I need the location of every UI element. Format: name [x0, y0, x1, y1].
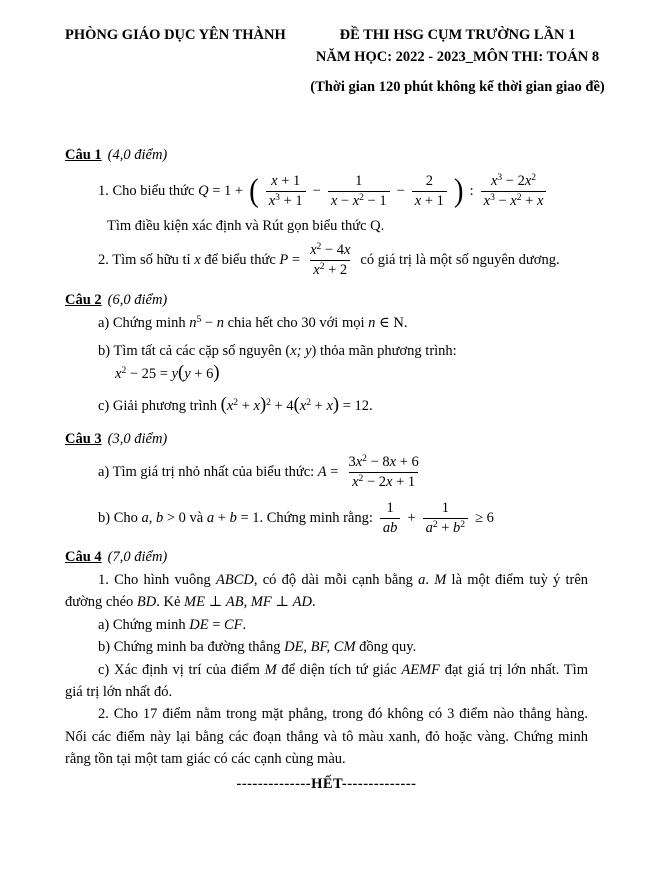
section-label: Câu 3 — [65, 431, 102, 448]
fraction-denominator: $a^2 + b^2$ — [423, 518, 469, 537]
fraction — [266, 173, 306, 210]
section-points: (7,0 điểm) — [107, 549, 168, 566]
section-points: (4,0 điểm) — [107, 147, 168, 164]
plus-operator: + — [407, 510, 416, 527]
item-suffix: có giá trị là một số nguyên dương. — [360, 251, 560, 268]
section-cau3-heading — [65, 428, 588, 450]
section-cau4-heading — [65, 546, 588, 568]
cau1-item2-expression — [65, 239, 588, 281]
section-label: Câu 1 — [65, 147, 102, 164]
end-of-exam-marker: --------------HẾT-------------- — [236, 775, 417, 792]
school-year-subject: NĂM HỌC: 2022 - 2023_MÔN THI: TOÁN 8 — [315, 49, 600, 66]
cau3-item-a-expression — [65, 450, 588, 494]
cau4-item-a: a) Chứng minh DE = CF. — [98, 616, 247, 633]
item-intro: b) Cho a, b > 0 và a + b = 1. Chứng minh rằng: — [98, 510, 373, 527]
section-label: Câu 4 — [65, 549, 102, 566]
cau3-item-b-expression — [65, 498, 588, 538]
fraction-numerator: x + 1 — [271, 173, 301, 190]
fraction-numerator: $x^3 - 2x^2$ — [490, 172, 537, 190]
close-paren: ) — [453, 173, 464, 209]
fraction — [345, 454, 421, 491]
cau2-item-b-equation: $x^2 - 25 = y(y + 6)$ — [115, 362, 220, 384]
fraction-numerator: 2 — [425, 173, 433, 190]
fraction — [423, 500, 469, 537]
cau2-item-a: a) Chứng minh $n^5 - n$ chia hết cho 30 với mọi n ∈ N. — [98, 314, 408, 332]
fraction-denominator: ab — [380, 518, 401, 537]
exam-document-page — [0, 24, 645, 870]
exam-header — [65, 24, 615, 98]
fraction — [481, 173, 547, 210]
minus-operator: − — [312, 183, 321, 200]
section-points: (6,0 điểm) — [107, 292, 168, 309]
section-points: (3,0 điểm) — [107, 431, 168, 448]
exam-title: ĐỀ THI HSG CỤM TRƯỜNG LẦN 1 — [339, 27, 576, 43]
fraction-denominator: $x^3 - x^2 + x$ — [481, 191, 547, 210]
section-cau2-heading — [65, 289, 588, 311]
exam-body — [65, 144, 588, 795]
open-paren: ( — [249, 173, 259, 209]
cau4-item-b: b) Chứng minh ba đường thẳng DE, BF, CM đồng quy. — [98, 639, 417, 656]
fraction-denominator: $x^2 + 2$ — [310, 260, 350, 279]
cau4-paragraph-1: 1. Cho hình vuông ABCD, có độ dài mỗi cạnh bằng a. M là một điểm tuỳ ý trên đường chéo BD. Kẻ ME ⊥ AB, MF ⊥ AD. — [65, 571, 589, 611]
fraction — [412, 173, 447, 210]
fraction — [380, 500, 401, 537]
cau2-item-c: c) Giải phương trình $(x^2 + x)^2 + 4(x^2 + x) = 12$. — [98, 393, 373, 415]
item-intro: 1. Cho biểu thức Q = 1 + — [98, 183, 244, 200]
cau2-item-b: b) Tìm tất cả các cặp số nguyên (x; y) thỏa mãn phương trình: — [98, 342, 457, 359]
item-intro: a) Tìm giá trị nhỏ nhất của biểu thức: A = — [98, 464, 339, 481]
inequality-tail: ≥ 6 — [475, 510, 494, 527]
fraction — [307, 242, 353, 279]
division-colon: : — [469, 183, 474, 200]
fraction-numerator: 1 — [441, 499, 449, 516]
minus-operator: − — [396, 183, 405, 200]
section-label: Câu 2 — [65, 292, 102, 309]
cau4-item-c: c) Xác định vị trí của điểm M để diện tích tứ giác AEMF đạt giá trị lớn nhất. Tìm giá trị lớn nhất đó. — [65, 661, 588, 700]
fraction-denominator: $x - x^2 - 1$ — [328, 191, 390, 210]
fraction — [328, 173, 390, 210]
duration-note: (Thời gian 120 phút không kể thời gian giao đề) — [310, 78, 605, 95]
fraction-denominator: x + 1 — [412, 191, 447, 210]
exam-title-block — [300, 24, 615, 98]
fraction-numerator: $x^2 - 4x$ — [310, 240, 351, 258]
issuer-title: PHÒNG GIÁO DỤC YÊN THÀNH — [65, 27, 286, 43]
section-cau1-heading — [65, 144, 588, 166]
fraction-denominator: $x^2 - 2x + 1$ — [349, 472, 418, 491]
cau1-item1-note: Tìm điều kiện xác định và Rút gọn biểu thức Q. — [107, 217, 385, 234]
fraction-denominator: $x^3 + 1$ — [266, 191, 306, 210]
fraction-numerator: $3x^2 - 8x + 6$ — [348, 453, 419, 470]
cau1-item1-expression — [65, 169, 588, 215]
fraction-numerator: 1 — [355, 173, 363, 190]
cau4-paragraph-2: 2. Cho 17 điểm nằm trong mặt phẳng, trong đó không có 3 điểm nào thẳng hàng. Nối các điểm này lại bằng các đoạn thẳng và tô màu xanh, đỏ hoặc vàng. Chứng minh rằng tồn tại một tam giác có các cạnh cùng màu. — [65, 706, 588, 768]
item-intro: 2. Tìm số hữu tỉ x để biểu thức P = — [98, 251, 301, 268]
fraction-numerator: 1 — [386, 499, 394, 516]
